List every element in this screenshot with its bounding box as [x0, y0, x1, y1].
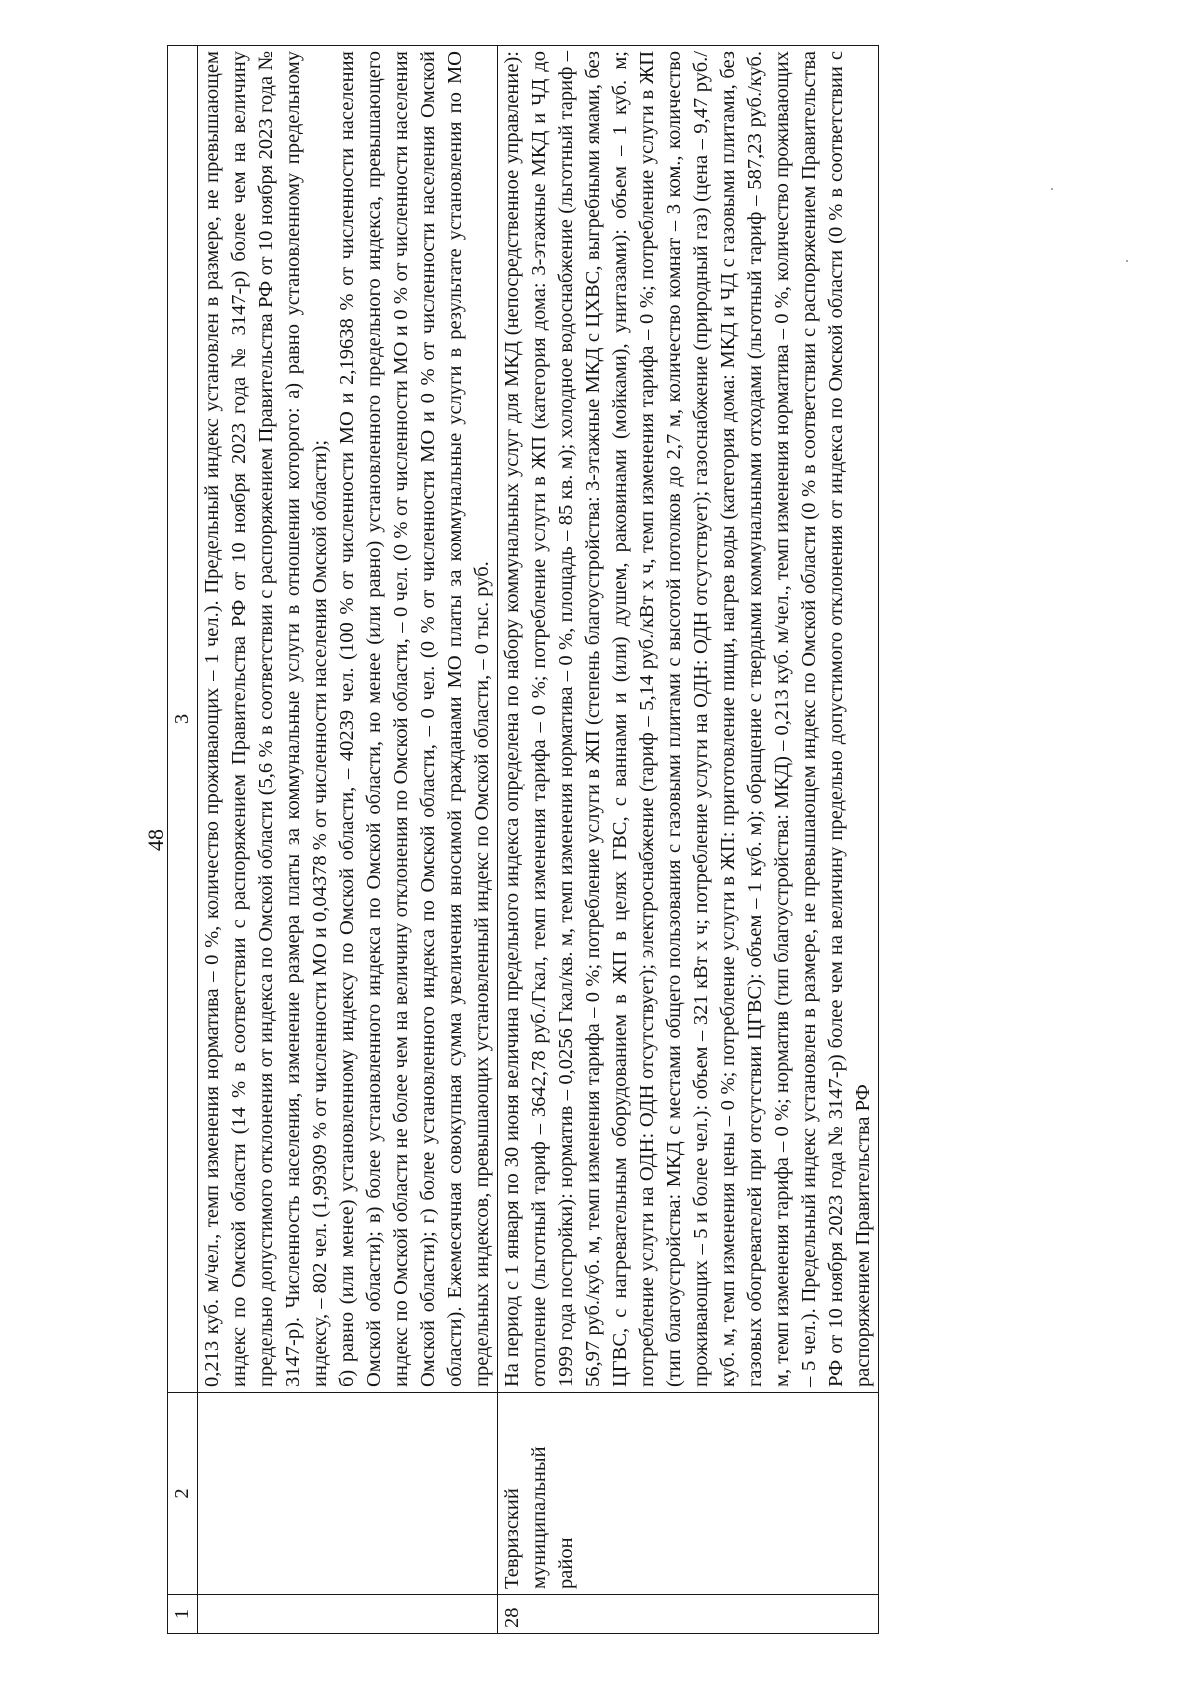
scan-speck — [1126, 260, 1128, 262]
municipality-name-cell: Тевризский муниципальный район — [498, 1393, 879, 1595]
header-cell-1: 1 — [168, 1595, 198, 1634]
description-paragraph: б) равно (или менее) установленному индексу по Омской области, – 40239 чел. (100 % от численности МО и 2,19638 % от численности населения Омской области); в) более установленного индекса по Омской области, но менее (или равно) установленного предельного индекса, превышающего индекс по Омской области не более чем на величину отклонения по Омской области, – 0 чел. (0 % от численности МО и 0 % от численности населения Омской области); г) более установленного индекса по Омской области, – 0 чел. (0 % от численности МО и 0 % от численности населения Омской области). Ежемесячная совокупная сумма увеличения вносимой гражданами МО платы за коммунальные услуги в результате установления по МО предельных индексов, превышающих установленный индекс по Омской области, – 0 тыс. руб. — [336, 51, 493, 1387]
header-cell-3: 3 — [168, 46, 198, 1393]
table-row — [198, 46, 498, 1634]
description-cell — [198, 46, 498, 1393]
description-paragraph: На период с 1 января по 30 июня величина предельного индекса определена по набору коммунальных услуг для МКД (непосредственное управление): отопление (льготный тариф – 3642,78 руб./Гкал, темп изменения тарифа – 0 %; потребление услуги в ЖП (категория дома: 3-этажные МКД и ЧД до 1999 года постройки): норматив – 0,0256 Гкал/кв. м, темп изменения норматива – 0 %, площадь – 85 кв. м); холодное водоснабжение (льготный тариф – 56,97 руб./куб. м, темп изменения тарифа – 0 %; потребление услуги в ЖП (степень благоустройства: 3-этажные МКД с ЦХВС, выгребными ямами, без ЦГВС, с нагревательным оборудованием в ЖП в целях ГВС, с ваннами и (или) душем, раковинами (мойками), унитазами): объем – 1 куб. м; потребление услуги на ОДН: ОДН отсутствует); электроснабжение (тариф – 5,14 руб./кВт х ч, темп изменения тарифа – 0 %; потребление услуги в ЖП (тип благоустройства: МКД с местами общего пользования с газовыми плитами с высотой потолков до 2,7 м, количество комнат – 3 ком., количество проживающих – 5 и более чел.): объем – 321 кВт х ч; потребление услуги на ОДН: ОДН отсутствует); газоснабжение (природный газ) (цена – 9,47 руб./куб. м, темп изменения цены – 0 %; потребление услуги в ЖП: приготовление пищи, нагрев воды (категория дома: МКД и ЧД с газовыми плитами, без газовых обогревателей при отсутствии ЦГВС): объем – 1 куб. м); обращение с твердыми коммунальными отходами (льготный тариф – 587,23 руб./куб. м, темп изменения тарифа – 0 %; норматив (тип благоустройства: МКД) – 0,213 куб. м/чел., темп изменения норматива – 0 %, количество проживающих – 5 чел.). Предельный индекс установлен в размере, не превышающем индекс по Омской области (0 % в соответствии с распоряжением Правительства РФ от 10 ноября 2023 года № 3147-р) более чем на величину предельно допустимого отклонения от индекса по Омской области (0 % в соответствии с распоряжением Правительства РФ — [501, 51, 874, 1387]
description-cell — [498, 46, 879, 1393]
description-paragraph: 0,213 куб. м/чел., темп изменения норматива – 0 %, количество проживающих – 1 чел.). Предельный индекс установлен в размере, не превышающем индекс по Омской области (14 % в соответствии с распоряжением Правительства РФ от 10 ноября 2023 года № 3147-р) более чем на величину предельно допустимого отклонения от индекса по Омской области (5,6 % в соответствии с распоряжением Правительства РФ от 10 ноября 2023 года № 3147-р). Численность населения, изменение размера платы за коммунальные услуги в отношении которого: а) равно установленному предельному индексу, – 802 чел. (1,99309 % от численности МО и 0,04378 % от численности населения Омской области); — [201, 51, 331, 1387]
page-number: 48 — [143, 829, 168, 851]
document-page — [115, 46, 1115, 1634]
table-header-row — [168, 46, 198, 1634]
row-number-cell — [198, 1595, 498, 1634]
municipality-name-cell — [198, 1393, 498, 1595]
row-number-cell: 28 — [498, 1595, 879, 1634]
header-cell-2: 2 — [168, 1393, 198, 1595]
data-table — [167, 45, 879, 1634]
table-row — [498, 46, 879, 1634]
